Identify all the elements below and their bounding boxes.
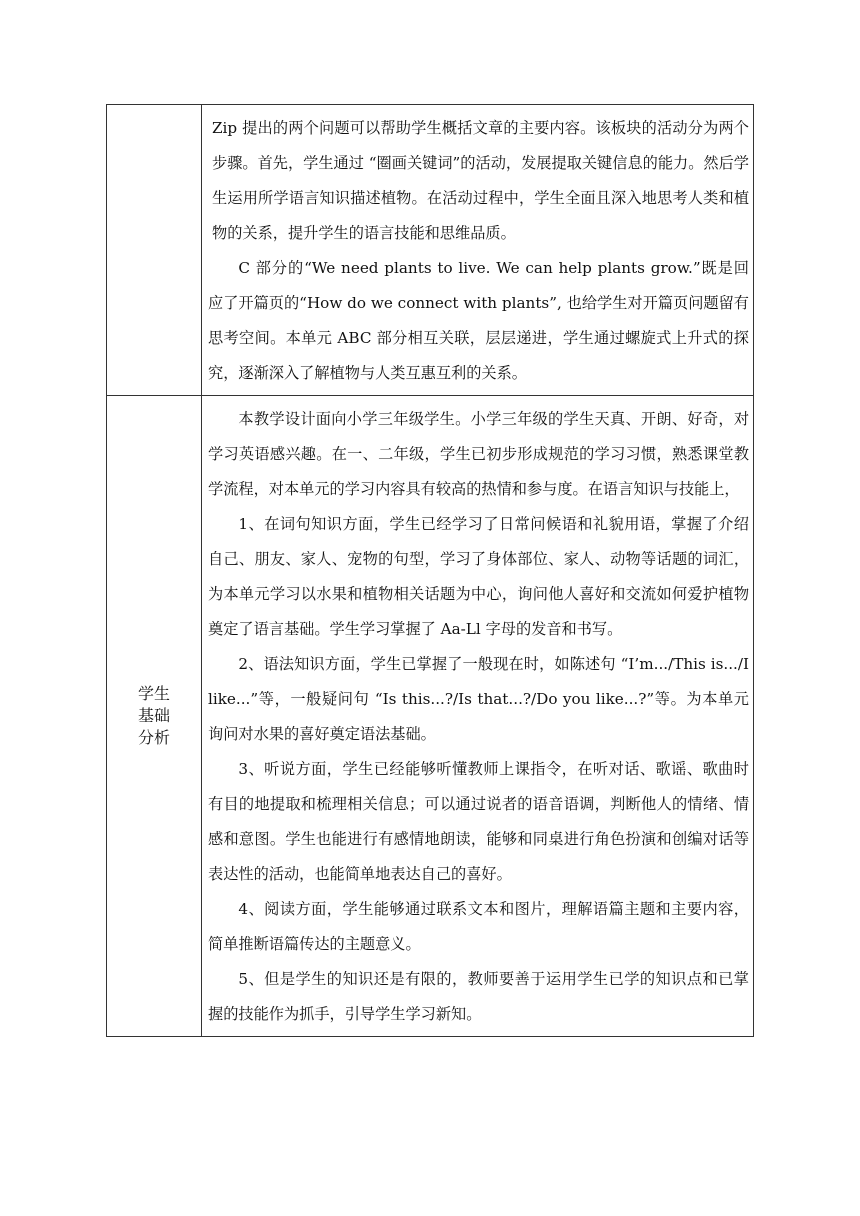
paragraph: 1、在词句知识方面，学生已经学习了日常问候语和礼貌用语，掌握了介绍自己、朋友、家人、宠物的句型，学习了身体部位、家人、动物等话题的词汇，为本单元学习以水果和植物相关话题为中心，询问他人喜好和交流如何爱护植物奠定了语言基础。学生学习掌握了 Aa-Ll 字母的发音和书写。 [208, 515, 749, 638]
table-row [107, 396, 754, 1037]
label-line: 基础 [137, 706, 170, 725]
paragraph: 3、听说方面，学生已经能够听懂教师上课指令，在听对话、歌谣、歌曲时有目的地提取和梳理相关信息；可以通过说者的语音语调，判断他人的情绪、情感和意图。学生也能进行有感情地朗读，能够和同桌进行角色扮演和创编对话等表达性的活动，也能简单地表达自己的喜好。 [208, 760, 749, 883]
paragraph: Zip 提出的两个问题可以帮助学生概括文章的主要内容。该板块的活动分为两个步骤。首先，学生通过 “圈画关键词”的活动，发展提取关键信息的能力。然后学生运用所学语言知识描述植物。在活动过程中，学生全面且深入地思考人类和植物的关系，提升学生的语言技能和思维品质。 [212, 119, 749, 242]
label-line: 分析 [137, 728, 170, 747]
row-label [107, 396, 202, 1037]
row-label-empty [107, 105, 202, 396]
paragraph: 本教学设计面向小学三年级学生。小学三年级的学生天真、开朗、好奇，对学习英语感兴趣。在一、二年级，学生已初步形成规范的学习习惯，熟悉课堂教学流程，对本单元的学习内容具有较高的热情和参与度。在语言知识与技能上， [208, 410, 749, 498]
table-row [107, 105, 754, 396]
row-content [202, 105, 754, 396]
paragraph: 5、但是学生的知识还是有限的，教师要善于运用学生已学的知识点和已掌握的技能作为抓手，引导学生学习新知。 [208, 970, 749, 1023]
paragraph: 4、阅读方面，学生能够通过联系文本和图片，理解语篇主题和主要内容，简单推断语篇传达的主题意义。 [208, 900, 749, 953]
label-line: 学生 [137, 684, 170, 703]
document-table [106, 104, 754, 1037]
row-content [202, 396, 754, 1037]
paragraph: C 部分的“We need plants to live. We can help plants grow.”既是回应了开篇页的“How do we connect with plants”, 也给学生对开篇页问题留有思考空间。本单元 ABC 部分相互关联，层层递进，学生通过螺旋式上升式的探究，逐渐深入了解植物与人类互惠互利的关系。 [208, 259, 749, 382]
paragraph: 2、语法知识方面，学生已掌握了一般现在时，如陈述句 “I’m.../This is.../I like...”等，一般疑问句 “Is this...?/Is that...?/Do you like...?”等。为本单元询问对水果的喜好奠定语法基础。 [208, 655, 749, 743]
